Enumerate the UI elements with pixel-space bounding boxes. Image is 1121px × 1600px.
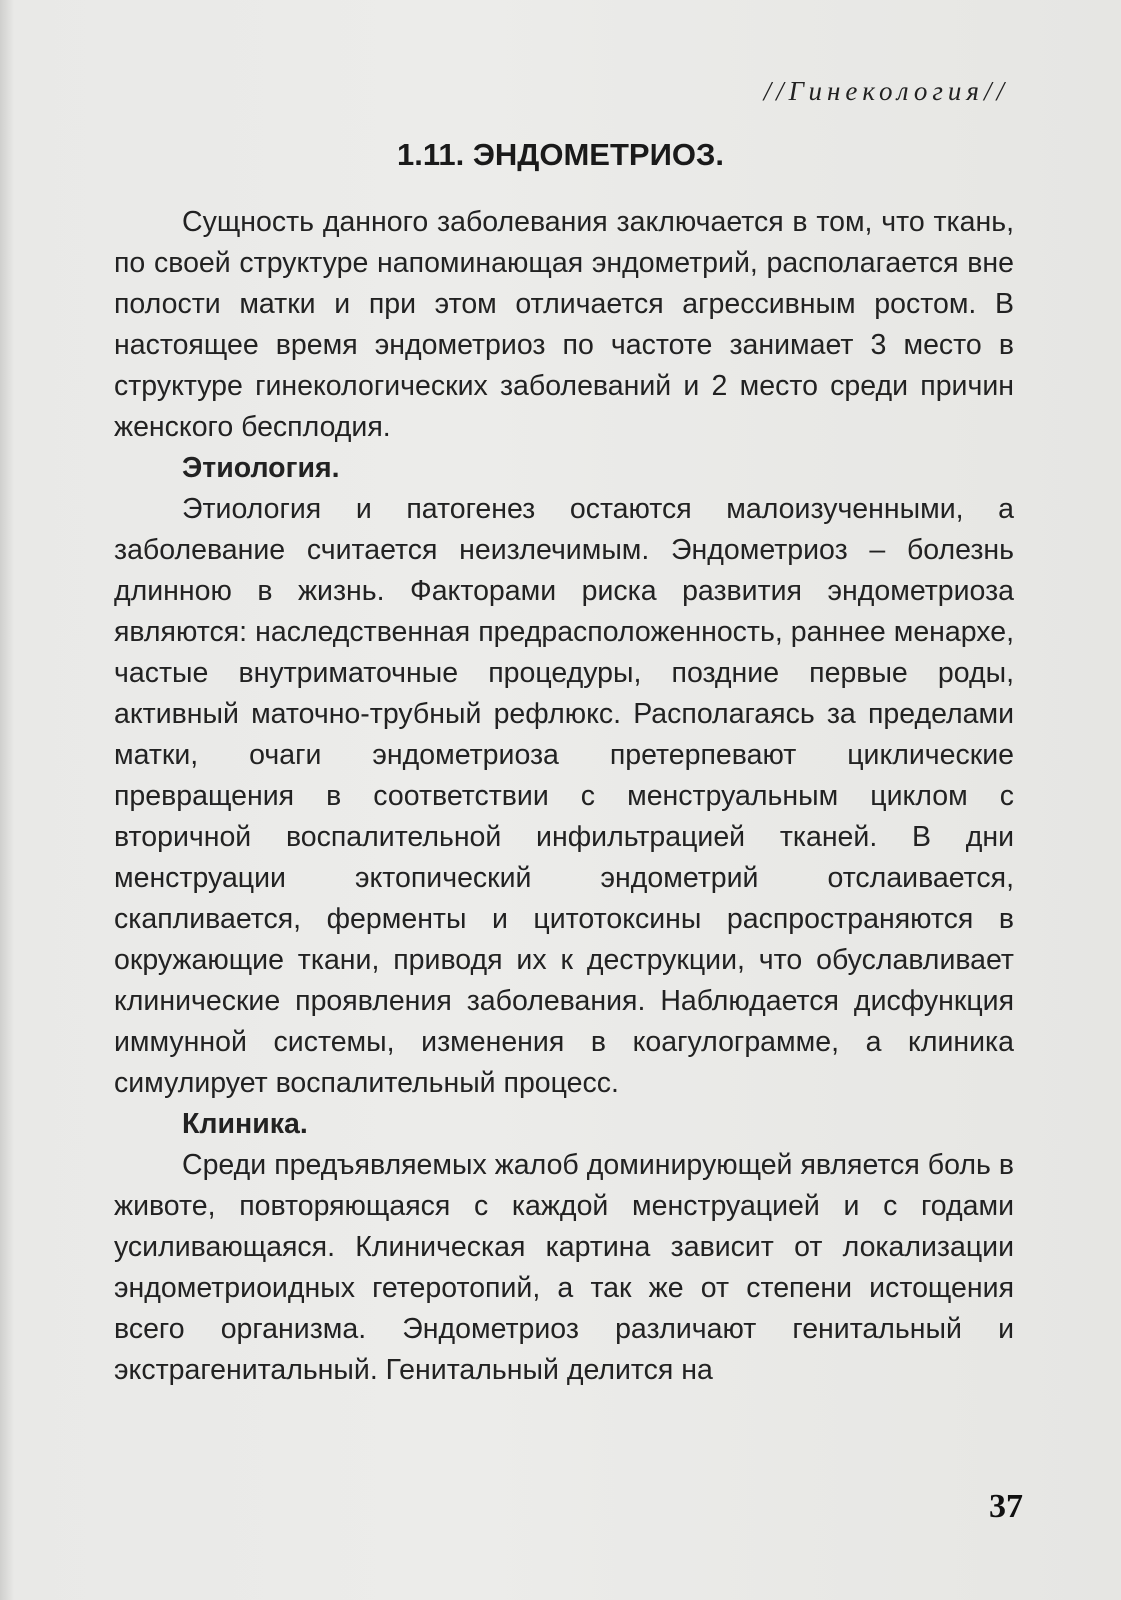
paragraph-etiology: Этиология и патогенез остаются малоизученными, а заболевание считается неизлечимым. Эндометриоз – болезнь длинною в жизнь. Факторами риска развития эндометриоза являются: наследственная предрасположенность, раннее менархе, частые внутриматочные процедуры, поздние первые роды, активный маточно-трубный рефлюкс. Располагаясь за пределами матки, очаги эндометриоза претерпевают циклические превращения в соответствии с менструальным циклом с вторичной воспалительной инфильтрацией тканей. В дни менструации эктопический эндометрий отслаивается, скапливается, ферменты и цитотоксины распространяются в окружающие ткани, приводя их к деструкции, что обуславливает клинические проявления заболевания. Наблюдается дисфункция иммунной системы, изменения в коагулограмме, а клиника симулирует воспалительный процесс. [114,493,1014,1099]
body-text [114,202,1014,1391]
paragraph-intro: Сущность данного заболевания заключается в том, что ткань, по своей структуре напоминающая эндометрий, располагается вне полости матки и при этом отличается агрессивным ростом. В настоящее время эндометриоз по частоте занимает 3 место в структуре гинекологических заболеваний и 2 место среди причин женского бесплодия. [114,206,1014,443]
paragraph-clinic: Среди предъявляемых жалоб доминирующей является боль в животе, повторяющаяся с каждой менструацией и с годами усиливающаяся. Клиническая картина зависит от локализации эндометриоидных гетеротопий, а так же от степени истощения всего организма. Эндометриоз различают генитальный и экстрагенитальный. Генитальный делится на [114,1149,1014,1386]
heading-clinic: Клиника. [182,1108,308,1140]
running-head: //Гинекология// [763,76,1009,106]
section-title: 1.11. ЭНДОМЕТРИОЗ. [396,137,725,172]
page-number: 37 [989,1488,1023,1525]
heading-etiology: Этиология. [182,452,340,484]
